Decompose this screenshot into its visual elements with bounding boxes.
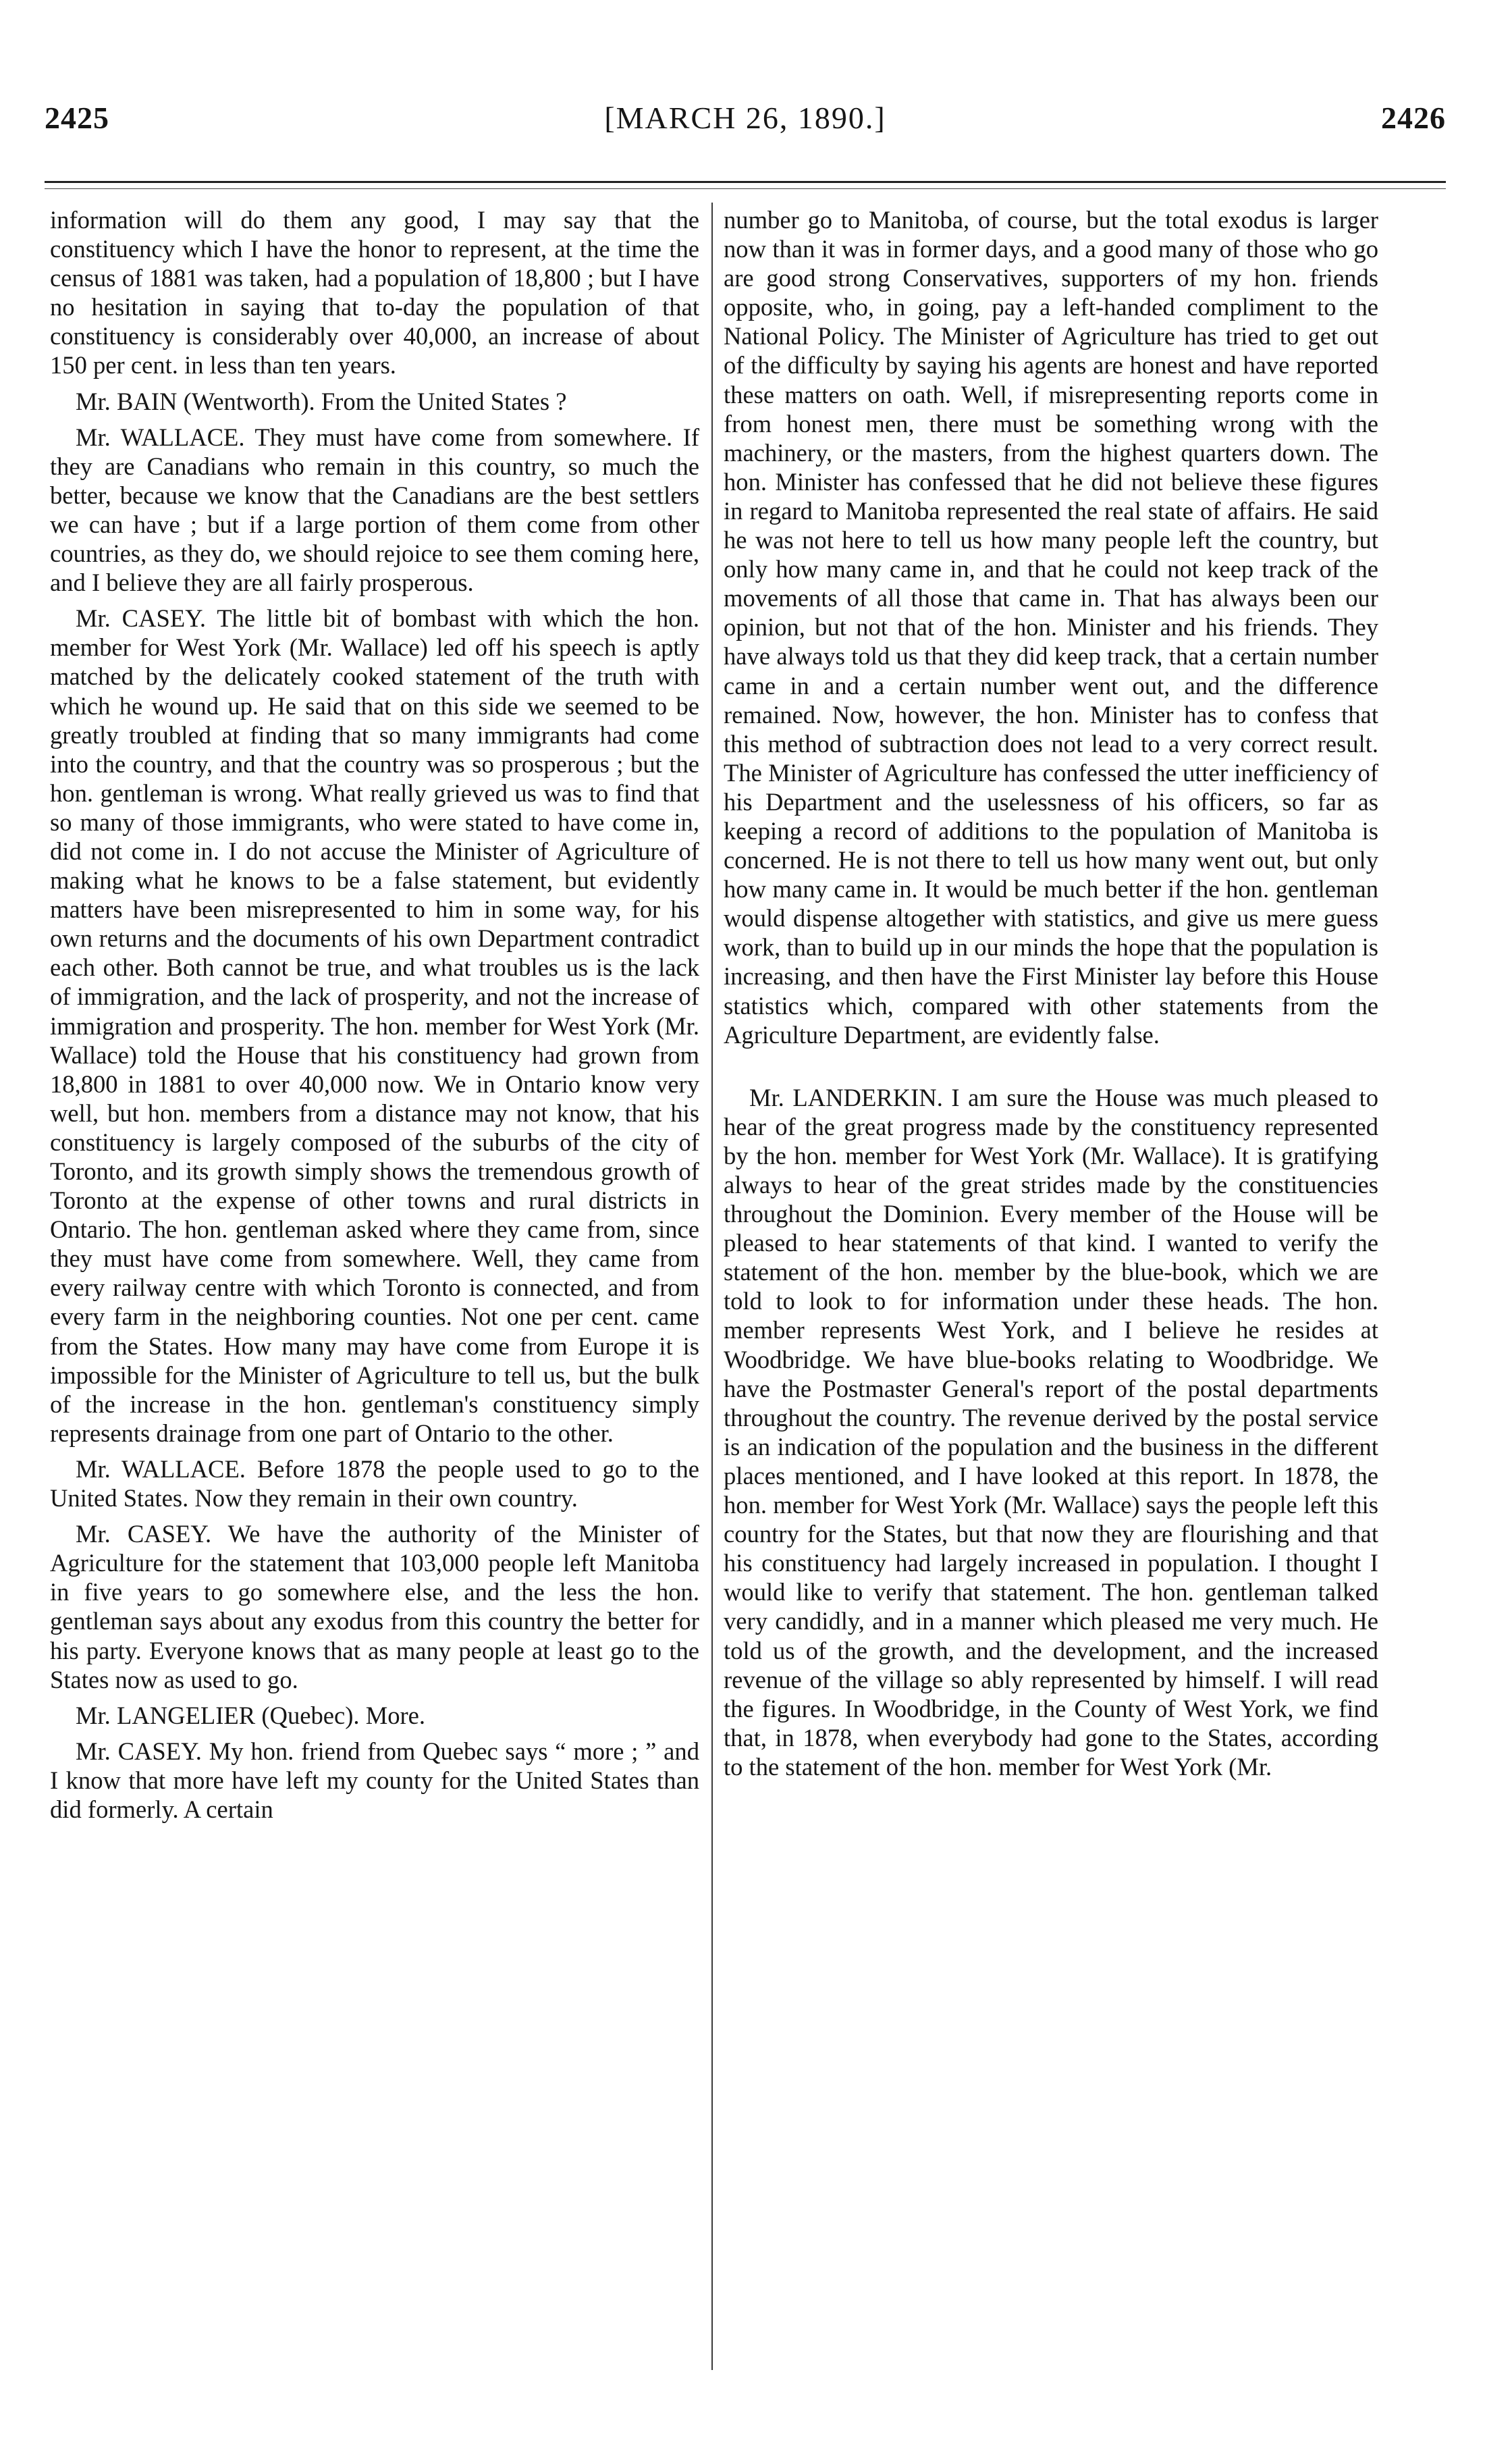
speaker-name: Mr. CASEY. <box>76 1520 212 1548</box>
speaker-name: Mr. CASEY. <box>76 604 207 633</box>
speaker-name: Mr. LANGELIER <box>76 1701 256 1729</box>
header-rule <box>45 181 1446 183</box>
right-column <box>724 205 1378 1781</box>
left-column <box>50 205 699 1824</box>
paragraph: Mr. BAIN (Wentworth). From the United States ? <box>76 387 567 415</box>
speaker-name: Mr. CASEY. <box>76 1737 202 1765</box>
paragraph: Mr. WALLACE. Before 1878 the people used to go to the United States. Now they remain in their own country. <box>50 1454 699 1512</box>
speaker-name: Mr. LANDERKIN. <box>749 1083 943 1111</box>
page-number-left: 2425 <box>45 101 109 135</box>
paragraph: number go to Manitoba, of course, but the total exodus is larger now than it was in former days, and a good many of those who go are good strong Conservatives, supporters of my hon. friends opposite, who, in going, pay a left-handed compliment to the National Policy. The Minister of Agriculture has tried to get out of the difficulty by saying his agents are honest and have reported these matters on oath. Well, if misrepresenting reports come in from honest men, there must be something wrong with the machinery, or the masters, from the highest quarters down. The hon. Minister has confessed that he did not believe these figures in regard to Manitoba represented the real state of affairs. He said he was not here to tell us how many people left the country, but only how many came in, and that he could not keep track of the movements of all those that came in. That has always been our opinion, but not that of the hon. Minister and his friends. They have always told us that they did keep track, that a certain number came in and a certain number went out, and the difference remained. Now, however, the hon. Minister has to confess that this method of subtraction does not lead to a very correct result. The Minister of Agriculture has confessed the utter inefficiency of his Department and the uselessness of his officers, so far as keeping a record of additions to the population of Manitoba is concerned. He is not there to tell us how many went out, but only how many came in. It would be much better if the hon. gentleman would dispense altogether with statistics, and give us mere guess work, than to build up in our minds the hope that the population is increasing, and then have the First Minister lay before this House statistics which, compared with other statements from the Agriculture Department, are evidently false. <box>724 206 1378 1049</box>
paragraph: Mr. CASEY. We have the authority of the Minister of Agriculture for the statement that 103,000 people left Manitoba in five years to go somewhere else, and the less the hon. gentleman says about any exodus from this country the better for his party. Everyone knows that as many people at least go to the States now as used to go. <box>50 1520 699 1693</box>
page-number-right: 2426 <box>1381 101 1446 135</box>
paragraph: Mr. CASEY. The little bit of bombast with which the hon. member for West York (Mr. Wallace) led off his speech is aptly matched by the delicately cooked statement of the truth with which he wound up. He said that on this side we seemed to be greatly troubled at finding that so many immigrants had come into the country, and that the country was so prosperous ; but the hon. gentleman is wrong. What really grieved us was to find that so many of those immigrants, who were stated to have come in, did not come in. I do not accuse the Minister of Agriculture of making what he knows to be a false statement, but evidently matters have been misrepresented to him in some way, for his own returns and the documents of his own Department contradict each other. Both cannot be true, and what troubles us is the lack of immigration, and the lack of prosperity, and not the increase of immigration and prosperity. The hon. member for West York (Mr. Wallace) told the House that his constituency had grown from 18,800 in 1881 to over 40,000 now. We in Ontario know very well, but hon. members from a distance may not know, that his constituency is largely composed of the suburbs of the city of Toronto, and its growth simply shows the tremendous growth of Toronto at the expense of other towns and rural districts in Ontario. The hon. gentleman asked where they came from, since they must have come from somewhere. Well, they came from every railway centre with which Toronto is connected, and from every farm in the neighboring counties. Not one per cent. came from the States. How many may have come from Europe it is impossible for the Minister of Agriculture to tell us, but the bulk of the increase in the hon. gentleman's constituency simply represents drainage from one part of Ontario to the other. <box>50 604 699 1447</box>
column-divider <box>711 203 713 2370</box>
paragraph: Mr. WALLACE. They must have come from somewhere. If they are Canadians who remain in this country, so much the better, because we know that the Canadians are the best settlers we can have ; but if a large portion of them come from other countries, as they do, we should rejoice to see them coming here, and I believe they are all fairly prosperous. <box>50 423 699 597</box>
page-date: [MARCH 26, 1890.] <box>604 101 886 135</box>
header-rule-thin <box>45 188 1446 189</box>
paragraph: Mr. LANDERKIN. I am sure the House was much pleased to hear of the great progress made by the constituency represented by the hon. member for West York (Mr. Wallace). It is gratifying always to hear of the great strides made by the constituencies throughout the Dominion. Every member of the House will be pleased to hear statements of that kind. I wanted to verify the statement of the hon. member by the blue-book, which we are told to look to for information under these heads. The hon. member represents West York, and I believe he resides at Woodbridge. We have blue-books relating to Woodbridge. We have the Postmaster General's report of the postal departments throughout the country. The revenue derived by the postal service is an indication of the population and the business in the different places mentioned, and I have looked at this report. In 1878, the hon. member for West York (Mr. Wallace) says the people left this country for the States, but that now they are flourishing and that his constituency had largely increased in population. I thought I would like to verify that statement. The hon. gentleman talked very candidly, and in a manner which pleased me very much. He told us of the growth, and the development, and the increased revenue of the village so ably represented by himself. I will read the figures. In Woodbridge, in the County of West York, we find that, in 1878, when everybody had gone to the States, according to the statement of the hon. member for West York (Mr. <box>724 1083 1378 1781</box>
paragraph: information will do them any good, I may say that the constituency which I have the honor to represent, at the time the census of 1881 was taken, had a population of 18,800 ; but I have no hesitation in saying that to-day the population of that constituency is considerably over 40,000, an increase of about 150 per cent. in less than ten years. <box>50 206 699 379</box>
speaker-name: Mr. WALLACE. <box>76 423 245 451</box>
page-header <box>45 95 1446 151</box>
paragraph: Mr. CASEY. My hon. friend from Quebec says “ more ; ” and I know that more have left my county for the United States than did formerly. A certain <box>50 1737 699 1823</box>
speaker-name: Mr. WALLACE. <box>76 1454 246 1483</box>
paragraph: Mr. LANGELIER (Quebec). More. <box>76 1701 426 1729</box>
speaker-name: Mr. BAIN <box>76 387 178 415</box>
